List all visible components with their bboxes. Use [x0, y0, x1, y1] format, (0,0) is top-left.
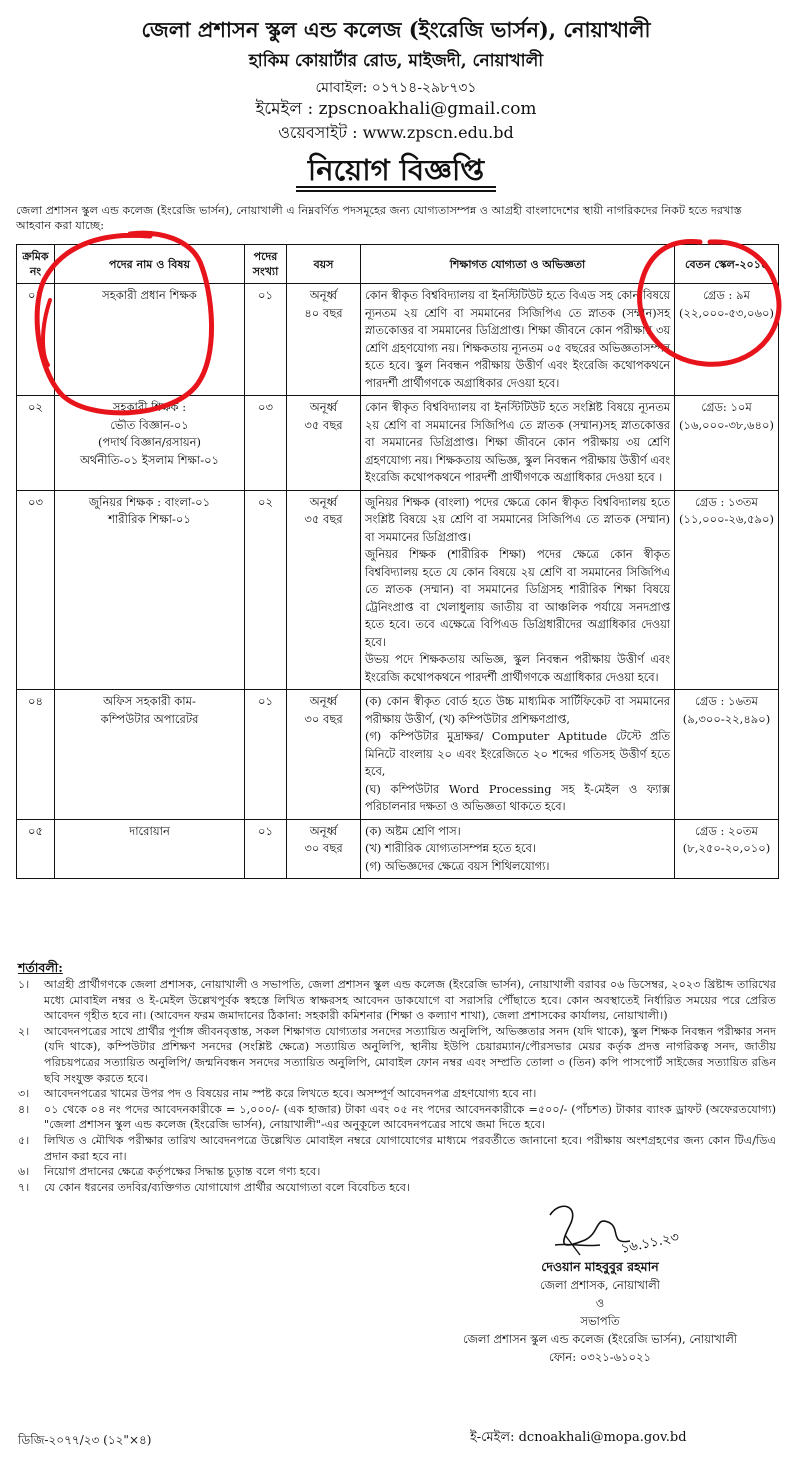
footer-code: ডিজি-২০৭৭/২৩ (১২"×৪) — [18, 1433, 152, 1447]
signatory-and: ও — [595, 1296, 605, 1310]
term-item — [18, 1164, 776, 1180]
cell-count — [245, 490, 287, 690]
institution-website: ওয়েবসাইট : www.zpscn.edu.bd — [278, 123, 514, 142]
term-text: যে কোন ধরনের তদবির/ব্যক্তিগত যোগাযোগ প্রার্থীর অযোগ্যতা বলে বিবেচিত হবে। — [44, 1180, 410, 1194]
term-text: নিয়োগ প্রদানের ক্ষেত্রে কর্তৃপক্ষের সিদ্ধান্ত চূড়ান্ত বলে গণ্য হবে। — [44, 1165, 321, 1179]
cell-age — [287, 396, 361, 491]
term-text: লিখিত ও মৌখিক পরীক্ষার তারিখ আবেদনপত্রে উল্লেখিত মোবাইল নম্বরে যোগাযোগের মাধ্যমে পরবর্তীতে জানানো হবে। পরীক্ষায় অংশগ্রহণের জন্য কোন টিএ/ডিএ প্রদান করা হবে না। — [44, 1133, 776, 1163]
cell-pay-scale — [675, 819, 779, 879]
cell-post — [55, 690, 245, 820]
institution-address: হাকিম কোয়ার্টার রোড, মাইজদী, নোয়াখালী — [248, 51, 544, 71]
cell-pay-scale — [675, 490, 779, 690]
post-count: ০১ — [258, 694, 273, 708]
pay-grade: গ্রেড : ৯ম — [703, 288, 750, 302]
post-name-line: কম্পিউটার অপারেটর — [100, 711, 199, 726]
serial-number: ০৪ — [28, 694, 43, 708]
post-count: ০১ — [258, 288, 273, 302]
cell-age — [287, 690, 361, 820]
age-limit-line: ৪০ বছর — [304, 305, 343, 320]
cell-age — [287, 284, 361, 396]
post-name-line: জুনিয়র শিক্ষক : বাংলা-০১ — [88, 494, 211, 509]
table-header-row — [17, 245, 779, 284]
qualification-paragraph: (ঘ) কম্পিউটার Word Processing সহ ই-মেইল ও ফ্যাক্স পরিচালনার দক্ষতা ও অভিজ্ঞতা থাকতে হবে। — [365, 782, 670, 813]
institution-mobile: মোবাইল: ০১৭১৪-২৯৮৭৩১ — [315, 80, 477, 96]
term-text: আবেদনপত্রের খামের উপর পদ ও বিষয়ের নাম স্পষ্ট করে লিখতে হবে। অসম্পূর্ণ আবেদনপত্র গ্রহণযোগ্য হবে না। — [44, 1087, 537, 1101]
table-row — [17, 284, 779, 396]
cell-qualification — [361, 690, 675, 820]
pay-scale-range: (১৬,০০০-৩৮,৬৪০) — [679, 417, 774, 432]
age-limit-line: ৩০ বছর — [304, 841, 343, 855]
signatory-block — [440, 1258, 760, 1366]
age-limit-line: অনূর্ধ্ব — [309, 694, 338, 708]
intro-paragraph: জেলা প্রশাসন স্কুল এন্ড কলেজ (ইংরেজি ভার্সন), নোয়াখালী এ নিম্নবর্ণিত পদসমূহের জন্য যোগ্যতাসম্পন্ন ও আগ্রহী বাংলাদেশের স্থায়ী নাগরিকদের নিকট হতে দরখাস্ত আহবান করা যাচ্ছে: — [16, 204, 742, 232]
terms-list — [18, 977, 776, 1195]
cell-serial — [17, 284, 55, 396]
age-limit-line: অনূর্ধ্ব — [309, 494, 338, 509]
cell-qualification — [361, 819, 675, 879]
age-limit-line: অনূর্ধ্ব — [309, 288, 338, 302]
term-number: ৫। — [18, 1133, 30, 1147]
age-limit-line: ৩৫ বছর — [304, 512, 343, 526]
header-qualification: শিক্ষাগত যোগ্যতা ও অভিজ্ঞতা — [361, 245, 675, 284]
qualification-paragraph: উভয় পদে শিক্ষকতায় অভিজ্ঞ, স্কুল নিবন্ধন পরীক্ষায় উত্তীর্ণ এবং ইংরেজি কথোপকথনে পারদর্শী প্রার্থীগণকে অগ্রাধিকার দেওয়া হবে। — [365, 653, 670, 684]
cell-count — [245, 819, 287, 879]
terms-heading: শর্তাবলী: — [18, 960, 63, 975]
signatory-phone: ফোন: ০৩২১-৬১০২১ — [549, 1350, 651, 1364]
term-item — [18, 1133, 776, 1164]
serial-number: ০৩ — [28, 494, 43, 509]
post-name-line: শারীরিক শিক্ষা-০১ — [108, 512, 191, 526]
header-post: পদের নাম ও বিষয় — [55, 245, 245, 284]
age-limit-line: ৩০ বছর — [304, 711, 343, 726]
cell-serial — [17, 490, 55, 690]
post-name-line: সহকারী প্রধান শিক্ষক — [102, 288, 197, 302]
post-name-line: সহকারী শিক্ষক : — [112, 400, 187, 414]
cell-post — [55, 819, 245, 879]
post-name-line: (পদার্থ বিজ্ঞান/রসায়ন) — [98, 435, 201, 449]
cell-qualification — [361, 396, 675, 491]
term-item — [18, 1180, 776, 1196]
cell-pay-scale — [675, 284, 779, 396]
signatory-email: ই-মেইল: dcnoakhali@mopa.gov.bd — [470, 1430, 687, 1445]
institution-email: ইমেইল : zpscnoakhali@gmail.com — [255, 99, 537, 119]
cell-serial — [17, 819, 55, 879]
cell-age — [287, 490, 361, 690]
qualification-paragraph: কোন স্বীকৃত বিশ্ববিদ্যালয় বা ইনস্টিটিউট হতে সংশ্লিষ্ট বিষয়ে ন্যূনতম ২য় শ্রেণি বা সমমানের সিজিপিএ তে স্নাতক (সম্মান)সহ স্নাতকোত্তর বা সমমানের ডিগ্রিপ্রাপ্ত। শিক্ষা জীবনে কোন পরীক্ষায় ৩য় শ্রেণি গ্রহণযোগ্য নয়। শিক্ষকতায় অভিজ্ঞ, স্কুল নিবন্ধন পরীক্ষায় উত্তীর্ণ এবং ইংরেজি কথোপকথনে পারদর্শী প্রার্থীগণকে অগ্রাধিকার দেওয়া হবে । — [365, 401, 671, 484]
term-number: ১। — [18, 978, 30, 991]
pay-scale-range: (৯,৩০০-২২,৪৯০) — [682, 711, 771, 726]
serial-number: ০২ — [28, 400, 43, 414]
term-number: ২। — [18, 1024, 30, 1038]
term-text: আবেদনপত্রের সাথে প্রার্থীর পূর্ণাঙ্গ জীবনবৃত্তান্ত, সকল শিক্ষাগত যোগ্যতার সনদের সত্যায়িত অনুলিপি, অভিজ্ঞতার সনদ (যদি থাকে), স্কুল শিক্ষক নিবন্ধন পরীক্ষার সনদ (যদি থাকে), কম্পিউটার প্রশিক্ষণ সনদের (সংশ্লিষ্ট ক্ষেত্রে) সত্যায়িত অনুলিপি, স্থানীয় ইউপি চেয়ারম্যান/পৌরসভার মেয়র কর্তৃক প্রদত্ত নাগরিকত্ব সনদ, জাতীয় পরিচয়পত্রের সত্যায়িত অনুলিপি/ জন্মনিবন্ধন সনদের সত্যায়িত অনুলিপি, মোবাইল ফোন নম্বর এবং সম্প্রতি তোলা ৩ (তিন) কপি পাসপোর্ট সাইজের সত্যায়িত রঙিন ছবি সংযুক্ত করতে হবে। — [44, 1024, 776, 1085]
pay-grade: গ্রেড: ১০ম — [701, 400, 752, 414]
term-item — [18, 1024, 776, 1086]
signatory-role: জেলা প্রশাসক, নোয়াখালী — [540, 1278, 660, 1292]
qualification-paragraph: জুনিয়র শিক্ষক (বাংলা) পদের ক্ষেত্রে কোন স্বীকৃত বিশ্ববিদ্যালয় হতে সংশ্লিষ্ট বিষয়ে ২য় শ্রেণি বা সমমানের সিজিপিএ তে স্নাতক (সম্মান) বা সমমানের ডিগ্রিপ্রাপ্ত। — [365, 495, 670, 544]
age-limit-line: ৩৫ বছর — [304, 417, 343, 432]
term-item — [18, 977, 776, 1024]
header-pay-scale: বেতন স্কেল-২০১৫ — [675, 245, 779, 284]
title-underline-second — [296, 190, 496, 192]
qualification-paragraph: (ক) অষ্টম শ্রেণি পাস। — [365, 824, 461, 838]
vacancy-table — [16, 244, 779, 879]
post-count: ০৩ — [258, 400, 273, 414]
cell-serial — [17, 396, 55, 491]
pay-grade: গ্রেড : ১৩তম — [695, 494, 758, 509]
cell-post — [55, 490, 245, 690]
cell-count — [245, 396, 287, 491]
pay-scale-range: (২২,০০০-৫৩,০৬০) — [679, 305, 774, 320]
notice-title: নিয়োগ বিজ্ঞপ্তি — [307, 153, 485, 187]
term-number: ৩। — [18, 1087, 30, 1101]
cell-pay-scale — [675, 396, 779, 491]
table-row — [17, 396, 779, 491]
post-name-line: অফিস সহকারী কাম- — [103, 694, 196, 708]
table-row — [17, 819, 779, 879]
cell-qualification — [361, 284, 675, 396]
cell-qualification — [361, 490, 675, 690]
post-name-line: দারোয়ান — [129, 823, 170, 838]
qualification-paragraph: কোন স্বীকৃত বিশ্ববিদ্যালয় বা ইনস্টিটিউট হতে বিএড সহ কোন বিষয়ে ন্যূনতম ২য় শ্রেণি বা সমমানের সিজিপিএ তে স্নাতক (সম্মান)সহ স্নাতকোত্তর বা সমমানের ডিগ্রিপ্রাপ্ত। শিক্ষা জীবনে কোন পরীক্ষায় ৩য় শ্রেণি গ্রহণযোগ্য নয়। শিক্ষকতায় ন্যূনতম ০৫ বছরের অভিজ্ঞতাসম্পন্ন হতে হবে। স্কুল নিবন্ধন পরীক্ষায় উত্তীর্ণ এবং ইংরেজি কথোপকথনে পারদর্শী প্রার্থীগণকে অগ্রাধিকার দেওয়া হবে। — [365, 289, 670, 390]
age-limit-line: অনূর্ধ্ব — [309, 400, 338, 414]
qualification-paragraph: (ক) কোন স্বীকৃত বোর্ড হতে উচ্চ মাধ্যমিক সার্টিফিকেট বা সমমানের পরীক্ষায় উত্তীর্ণ, (খ) কম্পিউটার প্রশিক্ষণপ্রাপ্ত, — [365, 695, 670, 726]
cell-count — [245, 284, 287, 396]
term-item — [18, 1086, 776, 1102]
pay-scale-range: (১১,০০০-২৬,৫৯০) — [679, 512, 774, 526]
term-text: ০১ থেকে ০৪ নং পদের আবেদনকারীকে = ১,০০০/- (এক হাজার) টাকা এবং ০৫ নং পদের আবেদনকারীকে =৫০০/- (পাঁচশত) টাকার ব্যাংক ড্রাফট (অফেরতযোগ্য) "জেলা প্রশাসন স্কুল এন্ড কলেজ (ইংরেজি ভার্সন), নোয়াখালী"-এর অনুকূলে আবেদনপত্রের সাথে জমা দিতে হবে। — [44, 1102, 776, 1132]
qualification-paragraph: জুনিয়র শিক্ষক (শারীরিক শিক্ষা) পদের ক্ষেত্রে কোন স্বীকৃত বিশ্ববিদ্যালয় হতে যে কোন বিষয়ে ২য় শ্রেণি বা সমমানের সিজিপিএ তে স্নাতক (সম্মান) বা সমমানের ডিগ্রিসহ শারীরিক শিক্ষা বিষয়ে ট্রেনিংপ্রাপ্ত বা খেলাধুলায় জাতীয় বা আঞ্চলিক পর্যায়ে সনদপ্রাপ্ত হতে হবে। তবে এক্ষেত্রে বিপিএড ডিগ্রিধারীদের অগ্রাধিকার দেওয়া হবে। — [365, 548, 670, 649]
term-number: ৭। — [18, 1180, 30, 1194]
post-count: ০১ — [258, 823, 273, 838]
cell-count — [245, 690, 287, 820]
term-number: ৬। — [18, 1165, 30, 1179]
cell-pay-scale — [675, 690, 779, 820]
signatory-role-chairman: সভাপতি — [580, 1314, 620, 1328]
term-number: ৪। — [18, 1102, 30, 1116]
signatory-org: জেলা প্রশাসন স্কুল এন্ড কলেজ (ইংরেজি ভার্সন), নোয়াখালী — [462, 1332, 738, 1346]
table-row — [17, 690, 779, 820]
pay-grade: গ্রেড : ১৬তম — [695, 694, 758, 708]
header-age: বয়স — [287, 245, 361, 284]
cell-serial — [17, 690, 55, 820]
signature-scrawl — [540, 1195, 690, 1265]
table-row — [17, 490, 779, 690]
pay-grade: গ্রেড : ২০তম — [695, 823, 758, 838]
post-name-line: অর্থনীতি-০১ ইসলাম শিক্ষা-০১ — [79, 452, 220, 467]
term-text: আগ্রহী প্রার্থীগণকে জেলা প্রশাসক, নোয়াখালী ও সভাপতি, জেলা প্রশাসন স্কুল এন্ড কলেজ (ইংরেজি ভার্সন), নোয়াখালী বরাবর ০৬ ডিসেম্বর, ২০২৩ খ্রিষ্টাব্দ তারিখের মধ্যে মোবাইল নম্বর ও ই-মেইল উল্লেখপূর্বক স্বহস্তে লিখিত স্বাক্ষরসহ আবেদন ডাকযোগে বা সরাসরি পৌঁছাতে হবে। কোন অবস্থাতেই নির্ধারিত সময়ের পরে প্রেরিত আবেদন গৃহীত হবে না। (আবেদন ফরম জমাদানের ঠিকানা: সহকারী কমিশনার (শিক্ষা ও কল্যাণ শাখা), জেলা প্রশাসকের কার্যালয়, নোয়াখালী।) — [44, 978, 776, 1023]
title-underline — [296, 186, 496, 188]
cell-post — [55, 396, 245, 491]
post-count: ০২ — [258, 494, 273, 509]
institution-name: জেলা প্রশাসন স্কুল এন্ড কলেজ (ইংরেজি ভার্সন), নোয়াখালী — [141, 17, 651, 42]
qualification-paragraph: (গ) কম্পিউটার মুদ্রাক্ষর/ Computer Aptitude টেস্টে প্রতি মিনিটে বাংলায় ২০ এবং ইংরেজিতে ২০ শব্দের গতিসহ উত্তীর্ণ হতে হবে, — [365, 730, 670, 778]
term-item — [18, 1102, 776, 1133]
post-name-line: ভৌত বিজ্ঞান-০১ — [110, 417, 189, 432]
pay-scale-range: (৮,২৫০-২০,০১০) — [682, 841, 771, 855]
header-count: পদের সংখ্যা — [245, 245, 287, 284]
signatory-name: দেওয়ান মাহবুবুর রহমান — [541, 1259, 659, 1274]
qualification-paragraph: (খ) শারীরিক যোগ্যতাসম্পন্ন হতে হবে। — [365, 842, 536, 855]
qualification-paragraph: (গ) অভিজ্ঞদের ক্ষেত্রে বয়স শিথিলযোগ্য। — [365, 859, 550, 873]
age-limit-line: অনূর্ধ্ব — [309, 823, 338, 838]
cell-post — [55, 284, 245, 396]
signature-date: ১৬.১১.২৩ — [619, 1229, 681, 1257]
cell-age — [287, 819, 361, 879]
serial-number: ০৫ — [28, 823, 43, 838]
header-serial: ক্রমিক নং — [17, 245, 55, 284]
serial-number: ০১ — [28, 288, 43, 302]
